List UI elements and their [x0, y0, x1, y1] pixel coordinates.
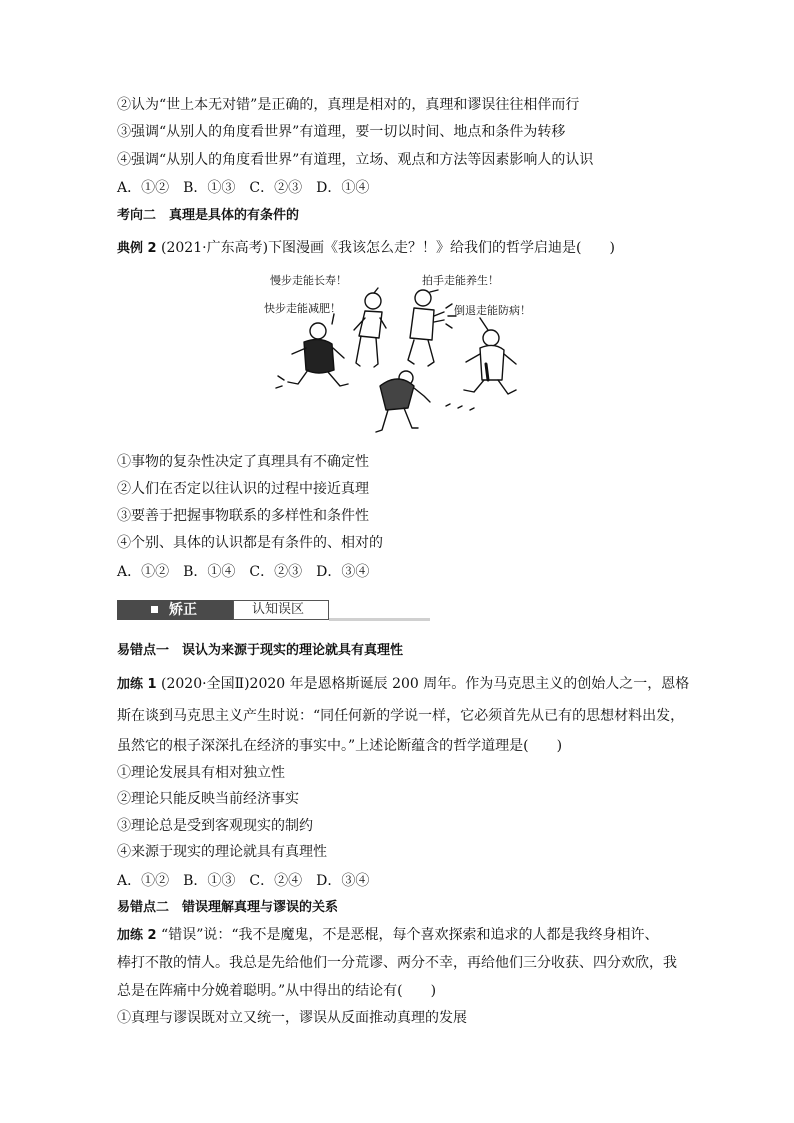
exercise-1-line-3: 虽然它的根子深深扎在经济的事实中。”上述论断蕴含的哲学道理是( ) — [117, 738, 563, 754]
cartoon-figure-fast — [276, 323, 348, 388]
error-point-2-heading: 易错点二 错误理解真理与谬误的关系 — [117, 900, 339, 915]
cartoon-bubble-fast: 快步走能减肥！ — [264, 302, 341, 315]
example-2-answers: A．①② B．①④ C．②③ D．③④ — [117, 564, 370, 580]
example-2-option-1: ①事物的复杂性决定了真理具有不确定性 — [117, 454, 369, 470]
exercise-1-label: 加练 1 — [117, 677, 157, 692]
banner-rule — [329, 618, 430, 621]
exercise-1-option-3: ③理论总是受到客观现实的制约 — [117, 818, 313, 834]
exercise-1-option-2: ②理论只能反映当前经济事实 — [117, 791, 299, 807]
cartoon-figure-clap — [408, 290, 456, 366]
example-2-option-4: ④个别、具体的认识都是有条件的、相对的 — [117, 535, 383, 551]
cartoon-figure-back — [464, 330, 516, 394]
example-label: 典例 2 — [117, 241, 157, 256]
exercise-1-answers: A．①② B．①③ C．②④ D．③④ — [117, 873, 370, 889]
example-2-option-3: ③要善于把握事物联系的多样性和条件性 — [117, 508, 369, 524]
exercise-2-line-3: 总是在阵痛中分娩着聪明。”从中得出的结论有( ) — [117, 983, 437, 999]
section-banner — [117, 598, 430, 624]
cartoon-figure-slow — [354, 293, 386, 367]
answer-choices: A．①② B．①③ C．②③ D．①④ — [117, 180, 370, 196]
example-2-option-2: ②人们在否定以往认识的过程中接近真理 — [117, 481, 369, 497]
exercise-1-option-1: ①理论发展具有相对独立性 — [117, 765, 285, 781]
option-2: ②认为“世上本无对错”是正确的，真理是相对的，真理和谬误往往相伴而行 — [117, 97, 580, 113]
cartoon-bubble-slow: 慢步走能长寿！ — [270, 274, 347, 287]
section-heading: 考向二 真理是具体的有条件的 — [117, 208, 300, 223]
cartoon-bubble-back: 倒退走能防病！ — [454, 304, 531, 317]
banner-right-label: 认知误区 — [252, 602, 305, 617]
cartoon-figure-bent — [376, 371, 474, 432]
example-text: (2021·广东高考)下图漫画《我该怎么走？！》给我们的哲学启迪是( ) — [161, 240, 615, 256]
option-3: ③强调“从别人的角度看世界”有道理，要一切以时间、地点和条件为转移 — [117, 124, 566, 140]
exercise-1-line-2: 斯在谈到马克思主义产生时说：“同任何新的学说一样，它必须首先从已有的思想材料出发， — [117, 708, 685, 724]
banner-dark-tab — [117, 600, 233, 620]
exercise-1-option-4: ④来源于现实的理论就具有真理性 — [117, 844, 327, 860]
exercise-2-label: 加练 2 — [117, 928, 157, 943]
error-point-1-heading: 易错点一 误认为来源于现实的理论就具有真理性 — [117, 643, 404, 658]
square-icon — [151, 606, 158, 613]
exercise-2-text: “错误”说：“我不是魔鬼，不是恶棍，每个喜欢探索和追求的人都是我终身相许、 — [161, 927, 659, 943]
banner-light-tab — [233, 600, 329, 620]
option-4: ④强调“从别人的角度看世界”有道理，立场、观点和方法等因素影响人的认识 — [117, 152, 594, 168]
exercise-2-line-2: 棒打不散的情人。我总是先给他们一分荒谬、两分不幸，再给他们三分收获、四分欢欣，我 — [117, 955, 677, 971]
exercise-1-line-1 — [117, 674, 689, 695]
exercise-2-line-1 — [117, 925, 659, 946]
exercise-2-option-1: ①真理与谬误既对立又统一，谬误从反面推动真理的发展 — [117, 1010, 467, 1026]
cartoon-bubble-clap: 拍手走能养生！ — [422, 274, 499, 287]
exercise-1-text: (2020·全国Ⅱ)2020 年是恩格斯诞辰 200 周年。作为马克思主义的创始人之一，恩格 — [161, 676, 690, 692]
banner-left-label: 矫正 — [169, 602, 197, 618]
example-2-question — [117, 238, 615, 259]
cartoon-illustration — [248, 268, 548, 438]
